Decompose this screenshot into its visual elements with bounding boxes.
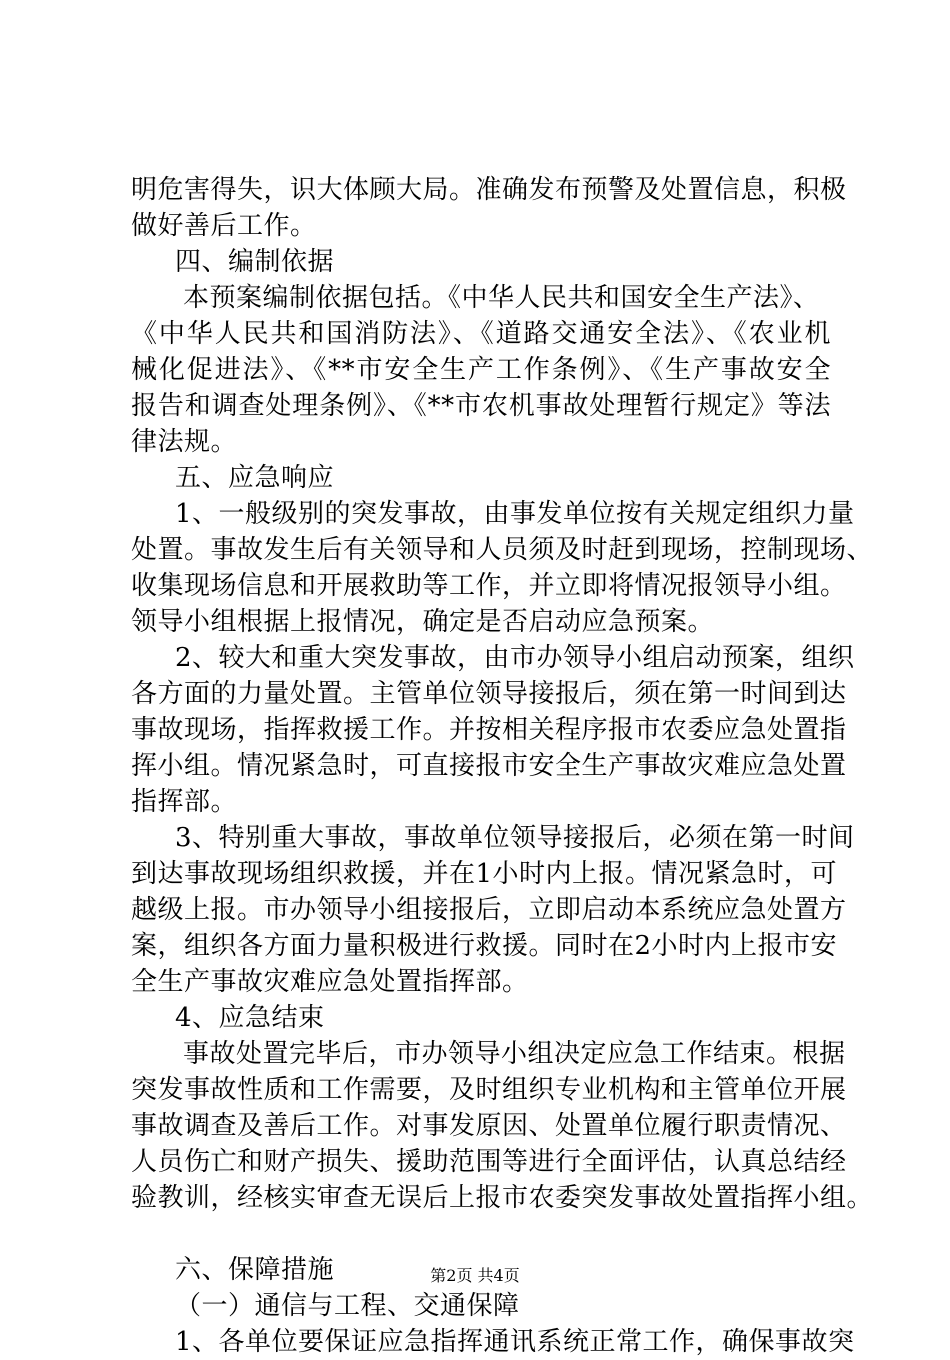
text-line: 四、编制依据 (175, 247, 335, 277)
text-line: 指挥部。 (131, 787, 238, 817)
text-line: 事故现场，指挥救援工作。并按相关程序报市农委应急处置指 (131, 715, 847, 745)
text-line: 本预案编制依据包括。《中华人民共和国安全生产法》、 (183, 283, 820, 313)
text-line: 报告和调查处理条例》、《**市农机事故处理暂行规定》等法 (131, 391, 831, 421)
text-line: 处置。事故发生后有关领导和人员须及时赶到现场，控制现场、 (131, 535, 874, 565)
document-body (131, 172, 874, 1360)
text-line: 明危害得失，识大体顾大局。准确发布预警及处置信息，积极 (131, 175, 847, 205)
text-line: 案，组织各方面力量积极进行救援。同时在2小时内上报市安 (131, 931, 838, 961)
text-line: 人员伤亡和财产损失、援助范围等进行全面评估，认真总结经 (131, 1147, 847, 1177)
text-line: 到达事故现场组织救援，并在1小时内上报。情况紧急时，可 (131, 859, 838, 889)
text-line: 五、应急响应 (175, 463, 335, 493)
text-line: 各方面的力量处置。主管单位领导接报后，须在第一时间到达 (131, 679, 847, 709)
text-line: 1、一般级别的突发事故，由事发单位按有关规定组织力量 (175, 499, 855, 529)
page-footer: 第2页 共4页 (430, 1266, 520, 1285)
text-line: 律法规。 (131, 427, 238, 457)
text-line: 验教训，经核实审查无误后上报市农委突发事故处置指挥小组。 (131, 1183, 874, 1213)
text-line: 全生产事故灾难应急处置指挥部。 (131, 967, 529, 997)
text-line: 械化促进法》、《**市安全生产工作条例》、《生产事故安全 (131, 355, 831, 385)
text-line: 3、特别重大事故，事故单位领导接报后，必须在第一时间 (175, 823, 855, 853)
paragraph-gap (131, 1216, 831, 1252)
text-line: 突发事故性质和工作需要，及时组织专业机构和主管单位开展 (131, 1075, 847, 1105)
text-line: （一）通信与工程、交通保障 (175, 1291, 520, 1321)
text-line: 4、应急结束 (175, 1003, 325, 1033)
text-line: 《中华人民共和国消防法》、《道路交通安全法》、《农业机 (131, 319, 831, 349)
text-line: 六、保障措施 (175, 1255, 335, 1285)
text-line: 越级上报。市办领导小组接报后，立即启动本系统应急处置方 (131, 895, 847, 925)
text-line: 1、各单位要保证应急指挥通讯系统正常工作，确保事故突 (175, 1327, 855, 1357)
text-line: 领导小组根据上报情况，确定是否启动应急预案。 (131, 607, 715, 637)
text-line: 事故调查及善后工作。对事发原因、处置单位履行职责情况、 (131, 1111, 847, 1141)
text-line: 挥小组。情况紧急时，可直接报市安全生产事故灾难应急处置 (131, 751, 847, 781)
text-line: 收集现场信息和开展救助等工作，并立即将情况报领导小组。 (131, 571, 847, 601)
text-line: 做好善后工作。 (131, 211, 317, 241)
text-line: 事故处置完毕后，市办领导小组决定应急工作结束。根据 (183, 1039, 846, 1069)
text-line: 2、较大和重大突发事故，由市办领导小组启动预案，组织 (175, 643, 855, 673)
